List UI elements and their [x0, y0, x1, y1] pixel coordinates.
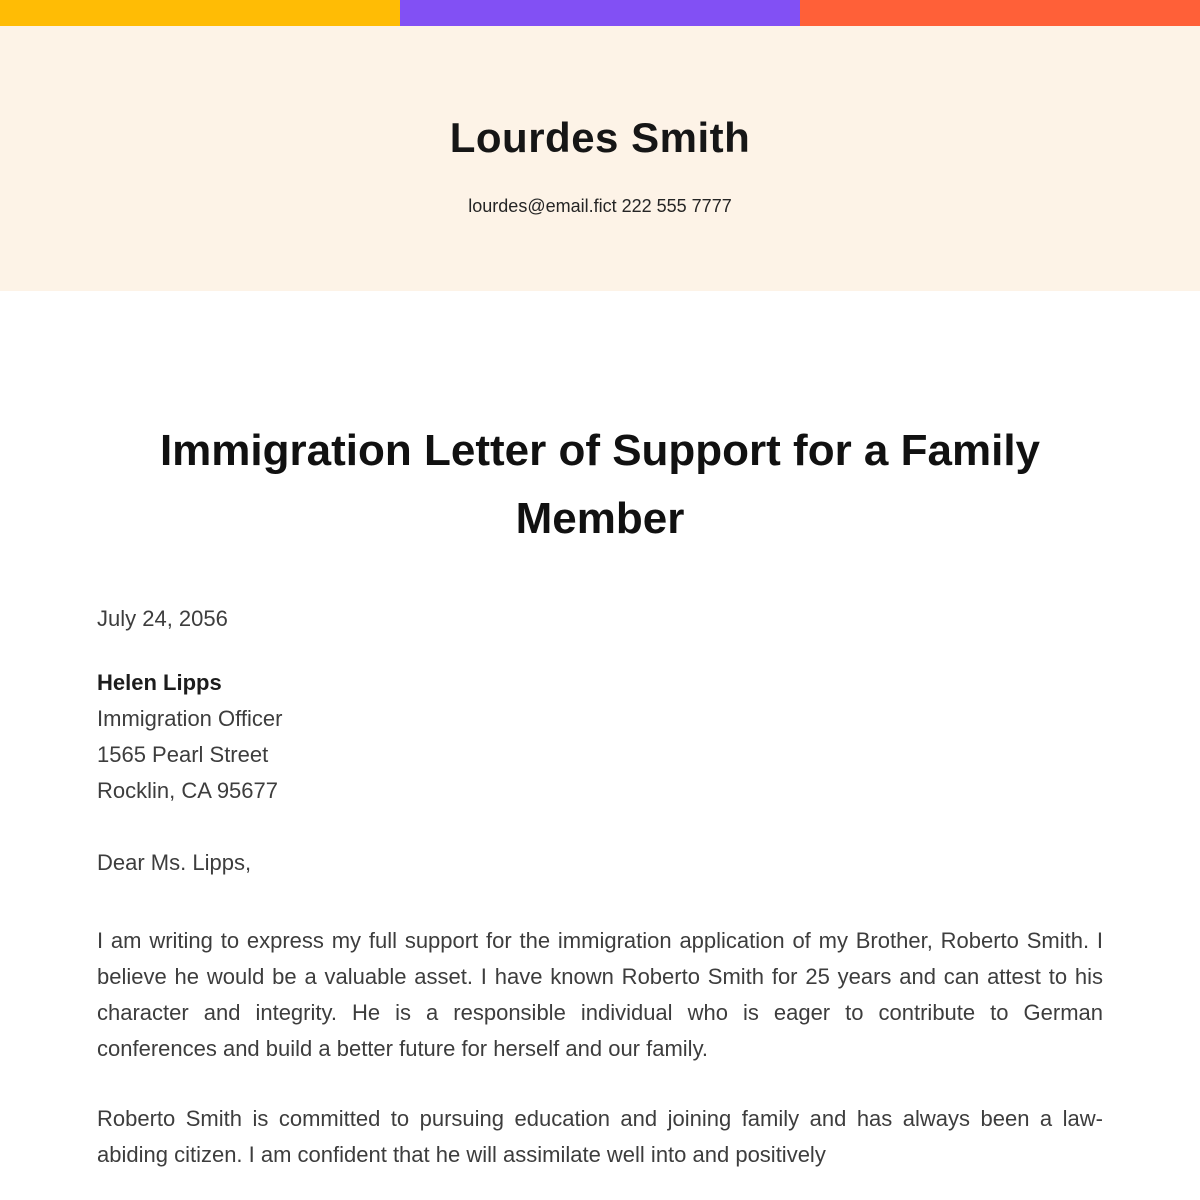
recipient-block [97, 665, 1103, 809]
paragraph-1: I am writing to express my full support for the immigration application of my Brother, Roberto Smith. I believe he would be a valuable asset. I have known Roberto Smith for 25 years and can attest to his character and integrity. He is a responsible individual who is eager to contribute to German conferences and build a better future for herself and our family. [97, 928, 1103, 1061]
accent-bar-segment-purple [400, 0, 800, 26]
recipient-role: Immigration Officer [97, 706, 283, 731]
letter-title: Immigration Letter of Support for a Family Member [159, 426, 1041, 543]
sender-contact: lourdes@email.fict 222 555 7777 [468, 196, 732, 216]
letter-date: July 24, 2056 [97, 606, 228, 631]
sender-name: Lourdes Smith [449, 114, 751, 161]
salutation: Dear Ms. Lipps, [97, 850, 252, 875]
letter-body [0, 417, 1200, 1173]
letterhead [0, 26, 1200, 291]
paragraph-2: Roberto Smith is committed to pursuing education and joining family and has always been a law-abiding citizen. I am confident that he will assimilate well into and positively [97, 1106, 1103, 1167]
recipient-city-state-zip: Rocklin, CA 95677 [97, 778, 278, 803]
accent-bar [0, 0, 1200, 26]
recipient-name: Helen Lipps [97, 670, 222, 695]
accent-bar-segment-yellow [0, 0, 400, 26]
recipient-street: 1565 Pearl Street [97, 742, 269, 767]
accent-bar-segment-red [800, 0, 1200, 26]
